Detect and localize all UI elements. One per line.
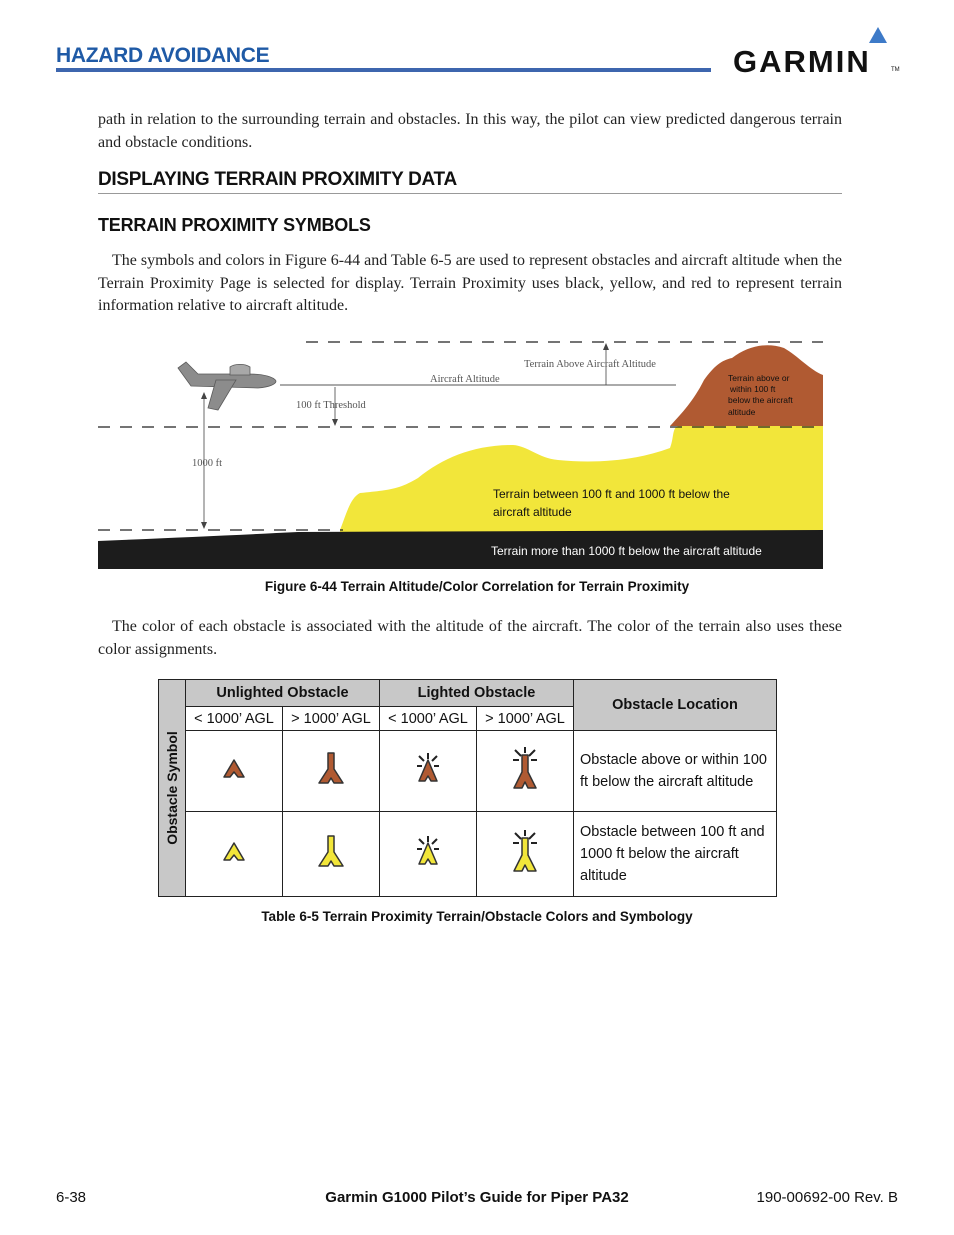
section-title: HAZARD AVOIDANCE — [56, 44, 270, 67]
label-red-line1: Terrain above or — [728, 373, 790, 383]
label-terrain-above: Terrain Above Aircraft Altitude — [524, 359, 656, 370]
intro-paragraph: path in relation to the surrounding terrain and obstacles. In this way, the pilot can view predicted dangerous terrain and obstacle conditions. — [98, 111, 842, 151]
label-red-line2: within 100 ft — [730, 384, 776, 394]
page-number: 6-38 — [56, 1189, 87, 1206]
yellow-unlighted-low-obstacle-icon — [221, 841, 247, 863]
sub-unlighted-low: < 1000’ AGL — [186, 707, 283, 731]
red-lighted-low-cell — [380, 731, 477, 812]
heading-rule — [98, 193, 842, 194]
label-yellow-line1: Terrain between 100 ft and 1000 ft below the — [493, 487, 730, 501]
sub-lighted-low: < 1000’ AGL — [380, 707, 477, 731]
yellow-lighted-low-cell — [380, 812, 477, 897]
symbols-paragraph: The symbols and colors in Figure 6-44 and Table 6-5 are used to represent obstacles and aircraft altitude when the Terrain Proximity Page is selected for display. Terrain Proximity uses black, yellow, and red to represent terrain information relative to aircraft altitude. — [98, 252, 842, 314]
garmin-logo-tm: TM — [891, 67, 900, 73]
color-paragraph: The color of each obstacle is associated with the altitude of the aircraft. The color of the terrain also uses these color assignments. — [98, 618, 842, 658]
heading-displaying-terrain: DISPLAYING TERRAIN PROXIMITY DATA — [98, 169, 457, 190]
side-label: Obstacle Symbol — [164, 731, 180, 845]
aircraft-icon — [178, 362, 276, 410]
side-label-cell — [159, 680, 186, 897]
red-lighted-low-obstacle-icon — [413, 751, 443, 787]
red-unlighted-high-obstacle-icon — [317, 751, 345, 787]
header-location: Obstacle Location — [574, 680, 777, 731]
red-unlighted-low-cell — [186, 731, 283, 812]
label-yellow-line2: aircraft altitude — [493, 505, 572, 519]
sub-lighted-high: > 1000’ AGL — [477, 707, 574, 731]
garmin-triangle-icon — [868, 26, 888, 44]
sub-unlighted-high: > 1000’ AGL — [283, 707, 380, 731]
label-aircraft-altitude: Aircraft Altitude — [430, 374, 500, 385]
header-rule — [56, 68, 711, 72]
table-caption: Table 6-5 Terrain Proximity Terrain/Obstacle Colors and Symbology — [261, 909, 693, 924]
terrain-diagram — [98, 330, 823, 570]
heading-terrain-symbols: TERRAIN PROXIMITY SYMBOLS — [98, 215, 371, 235]
terrain-figure — [98, 330, 823, 570]
yellow-lighted-high-obstacle-icon — [510, 829, 540, 875]
header-unlighted: Unlighted Obstacle — [186, 680, 380, 707]
yellow-lighted-low-obstacle-icon — [413, 834, 443, 870]
yellow-terrain — [340, 426, 823, 532]
obstacle-table — [158, 679, 777, 897]
header-lighted: Lighted Obstacle — [380, 680, 574, 707]
figure-caption: Figure 6-44 Terrain Altitude/Color Correlation for Terrain Proximity — [264, 579, 690, 594]
label-1000ft: 1000 ft — [192, 458, 223, 469]
red-lighted-high-obstacle-icon — [510, 746, 540, 792]
red-unlighted-high-cell — [283, 731, 380, 812]
garmin-logo: GARMIN — [733, 44, 871, 79]
label-black: Terrain more than 1000 ft below the aircraft altitude — [491, 544, 762, 558]
yellow-location-text: Obstacle between 100 ft and 1000 ft below the aircraft altitude — [574, 812, 777, 897]
label-red-line4: altitude — [728, 407, 756, 417]
red-location-text: Obstacle above or within 100 ft below the aircraft altitude — [574, 731, 777, 812]
label-100ft-threshold: 100 ft Threshold — [296, 400, 366, 411]
yellow-unlighted-low-cell — [186, 812, 283, 897]
yellow-unlighted-high-obstacle-icon — [317, 834, 345, 870]
red-lighted-high-cell — [477, 731, 574, 812]
yellow-unlighted-high-cell — [283, 812, 380, 897]
footer-title: Garmin G1000 Pilot’s Guide for Piper PA32 — [325, 1189, 629, 1206]
yellow-lighted-high-cell — [477, 812, 574, 897]
red-unlighted-low-obstacle-icon — [221, 758, 247, 780]
document-number: 190-00692-00 Rev. B — [756, 1189, 898, 1206]
label-red-line3: below the aircraft — [728, 395, 793, 405]
